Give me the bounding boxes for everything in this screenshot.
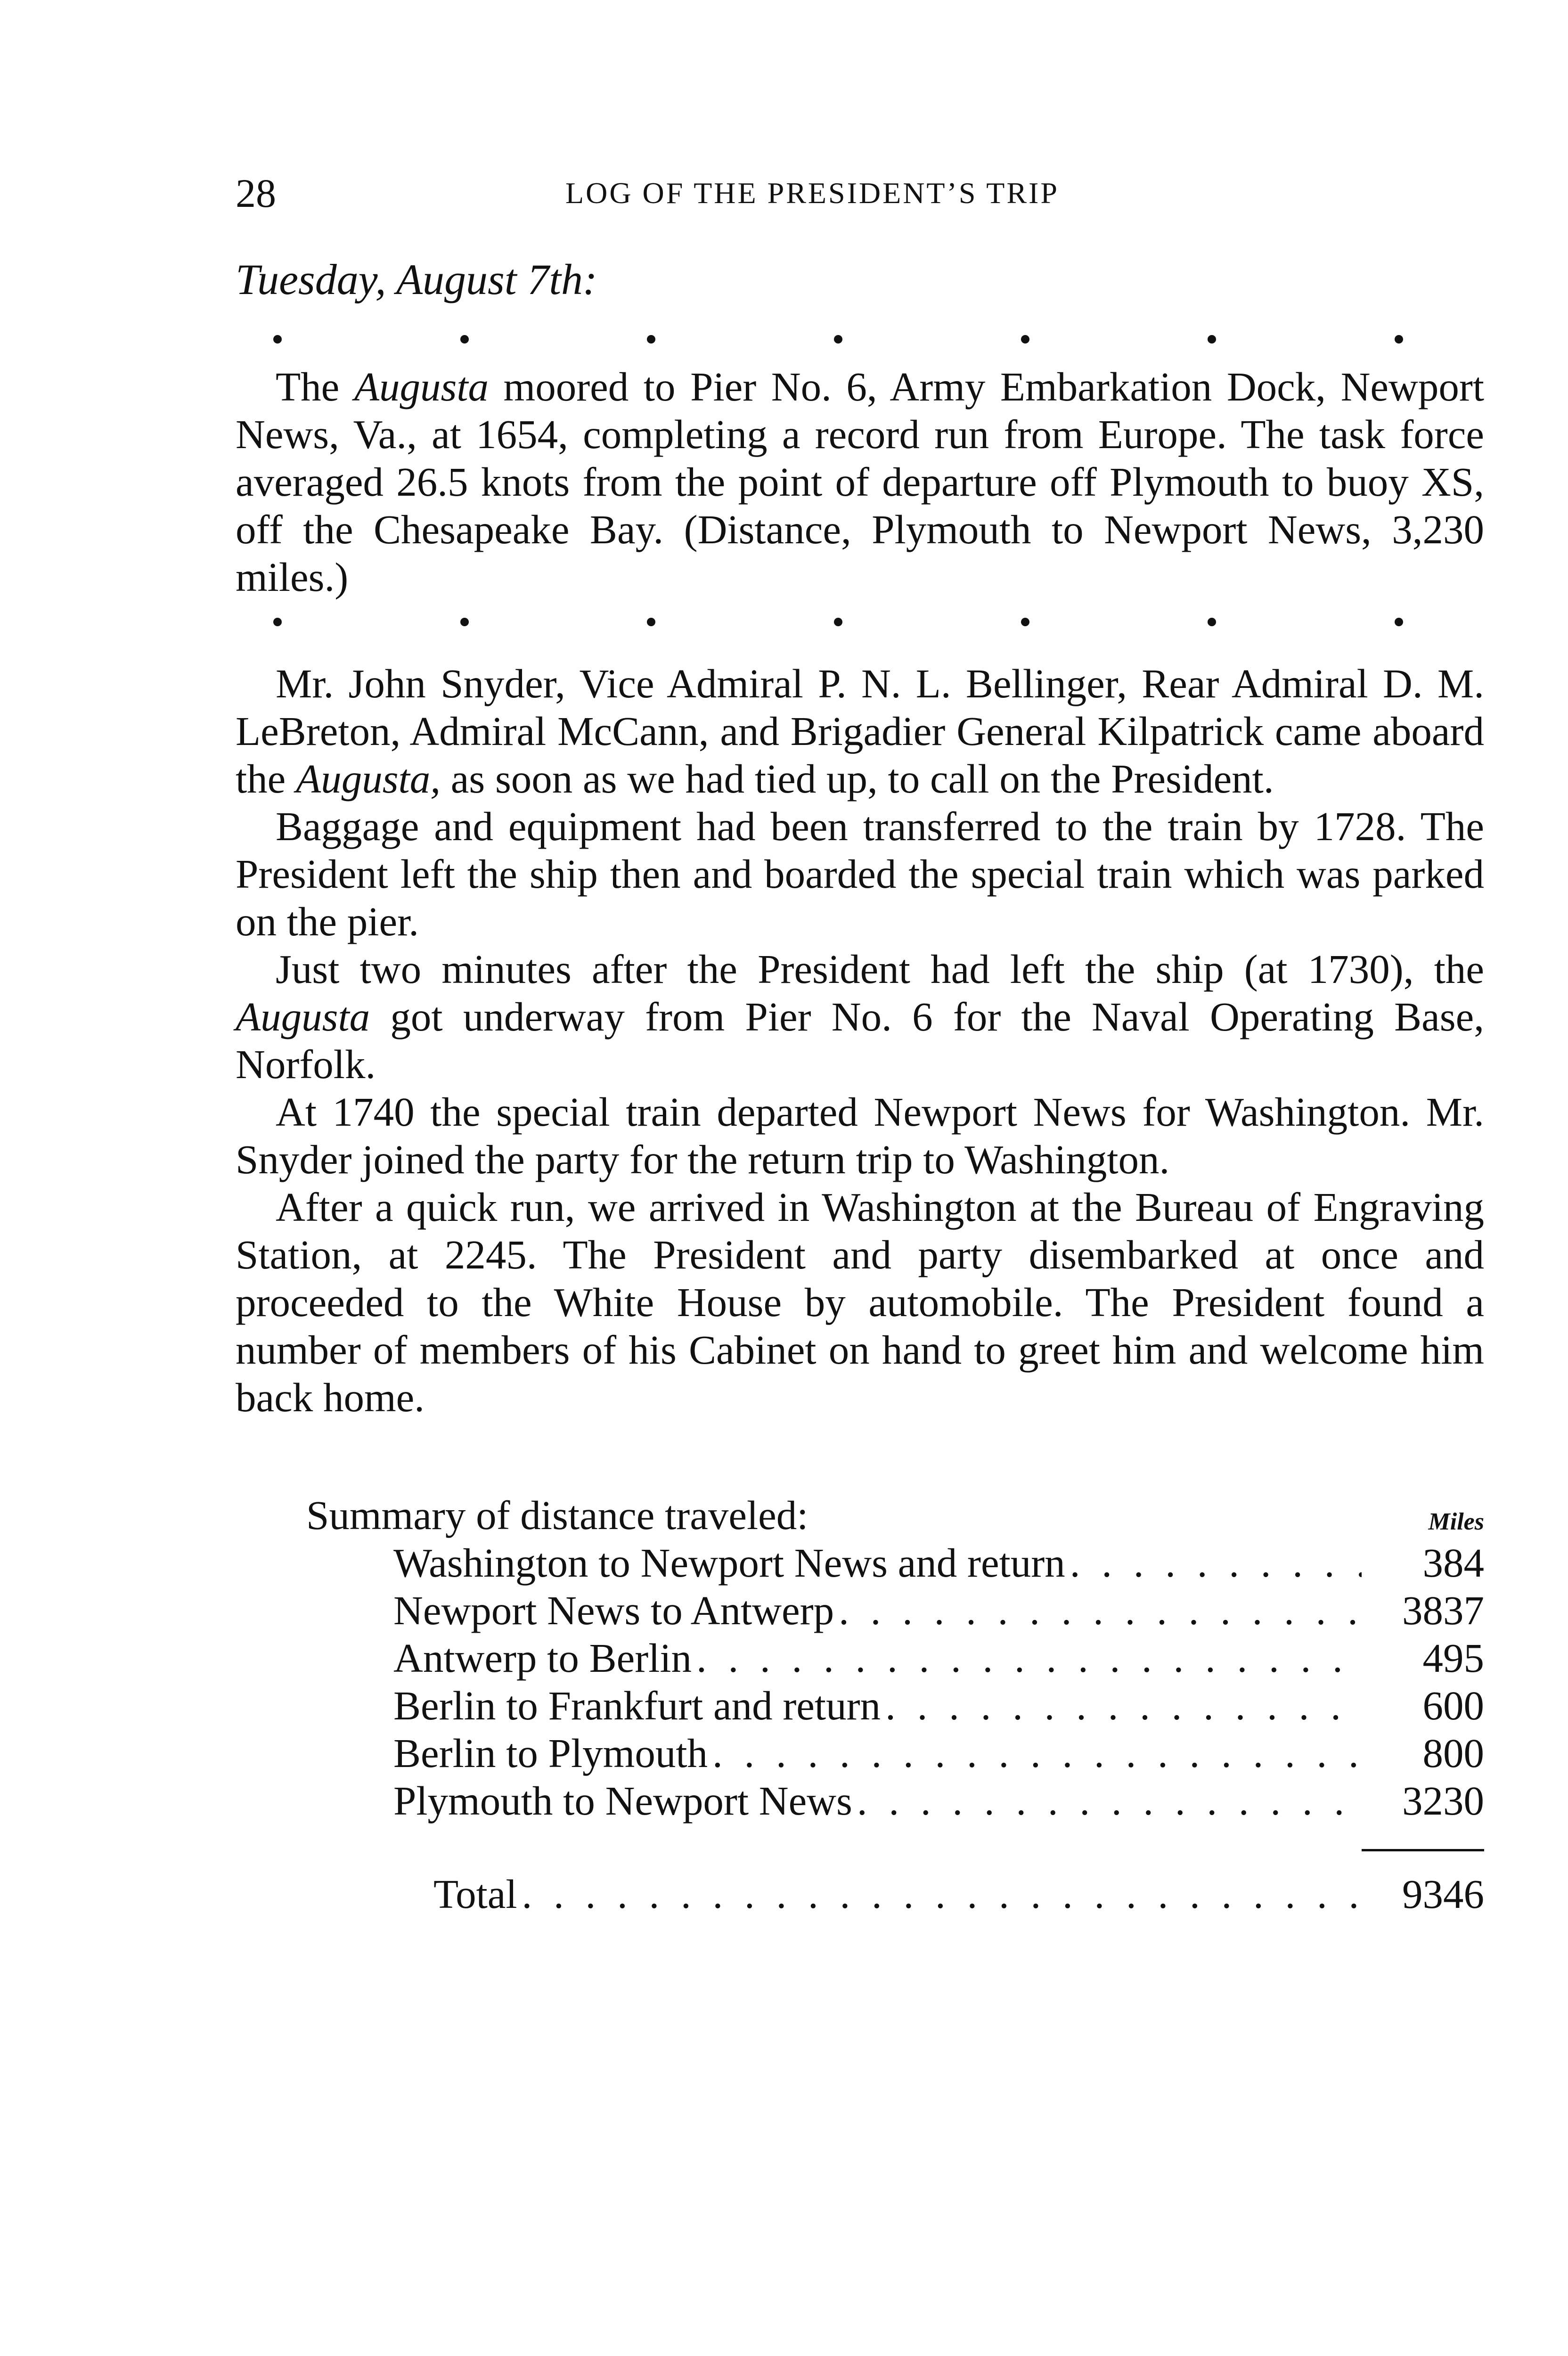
dot-leader (708, 1729, 1362, 1777)
total-rule (1362, 1849, 1484, 1851)
summary-header (306, 1491, 1484, 1539)
dot-leader (692, 1634, 1362, 1682)
date-heading: Tuesday, August 7th: (236, 255, 597, 303)
ship-name: Augusta (354, 364, 489, 409)
dot-leader (1065, 1539, 1362, 1587)
paragraph: At 1740 the special train departed Newport News for Washington. Mr. Snyder joined the party for the return trip to Washington. (236, 1089, 1484, 1182)
total-row (306, 1870, 1484, 1918)
running-title: LOG OF THE PRESIDENT’S TRIP (565, 176, 1059, 210)
distance-summary-table (306, 1491, 1484, 1918)
route-name: Berlin to Plymouth (393, 1730, 708, 1776)
ship-name: Augusta, (296, 756, 441, 802)
paragraph: Mr. John Snyder, Vice Admiral P. N. L. Bellinger, Rear Admiral D. M. LeBreton, Admiral McCann, and Brigadier General Kilpatrick came aboard the Augusta, as soon as we had tied up, to call on the President. (236, 661, 1484, 802)
table-row (306, 1587, 1484, 1634)
ship-name: Augusta (236, 994, 370, 1039)
body-paragraph-block (236, 660, 1484, 1421)
route-miles: 600 (1422, 1683, 1484, 1728)
ellipsis-divider (273, 608, 1403, 636)
route-miles: 3837 (1402, 1587, 1484, 1633)
route-name: Newport News to Antwerp (393, 1587, 834, 1633)
table-row (306, 1539, 1484, 1587)
route-name: Washington to Newport News and return (393, 1540, 1065, 1586)
dot-leader (881, 1682, 1362, 1729)
route-name: Plymouth to Newport News (393, 1778, 852, 1824)
route-miles: 3230 (1402, 1778, 1484, 1824)
total-miles: 9346 (1402, 1871, 1484, 1917)
route-name: Berlin to Frankfurt and return (393, 1683, 881, 1728)
table-row (306, 1777, 1484, 1824)
paragraph: Just two minutes after the President had left the ship (at 1730), the Augusta got underway from Pier No. 6 for the Naval Operating Base, Norfolk. (236, 946, 1484, 1087)
dot-leader (834, 1587, 1362, 1634)
dot-leader (852, 1777, 1362, 1824)
ellipsis-divider (273, 325, 1403, 353)
page-header (236, 167, 1493, 219)
route-miles: 800 (1422, 1730, 1484, 1776)
page-number: 28 (236, 171, 276, 216)
table-row (306, 1729, 1484, 1777)
route-miles: 384 (1422, 1540, 1484, 1586)
route-name: Antwerp to Berlin (393, 1635, 692, 1681)
table-row (306, 1682, 1484, 1729)
route-miles: 495 (1422, 1635, 1484, 1681)
table-row (306, 1634, 1484, 1682)
summary-label: Summary of distance traveled: (306, 1492, 808, 1538)
paragraph: Baggage and equipment had been transferred to the train by 1728. The President left the ship then and boarded the special train which was parked on the pier. (236, 803, 1484, 944)
miles-column-header: Miles (1428, 1508, 1484, 1535)
total-label: Total (433, 1871, 517, 1917)
dot-leader (517, 1870, 1362, 1918)
paragraph: After a quick run, we arrived in Washington at the Bureau of Engraving Station, at 2245. The President and party disembarked at once and proceeded to the White House by automobile. The President found a number of members of his Cabinet on hand to greet him and welcome him back home. (236, 1184, 1484, 1420)
paragraph: The Augusta moored to Pier No. 6, Army Embarkation Dock, Newport News, Va., at 1654, completing a record run from Europe. The task force averaged 26.5 knots from the point of departure off Plymouth to buoy XS, off the Chesapeake Bay. (Distance, Plymouth to Newport News, 3,230 miles.) (236, 364, 1484, 600)
opening-paragraph-block (236, 363, 1484, 601)
